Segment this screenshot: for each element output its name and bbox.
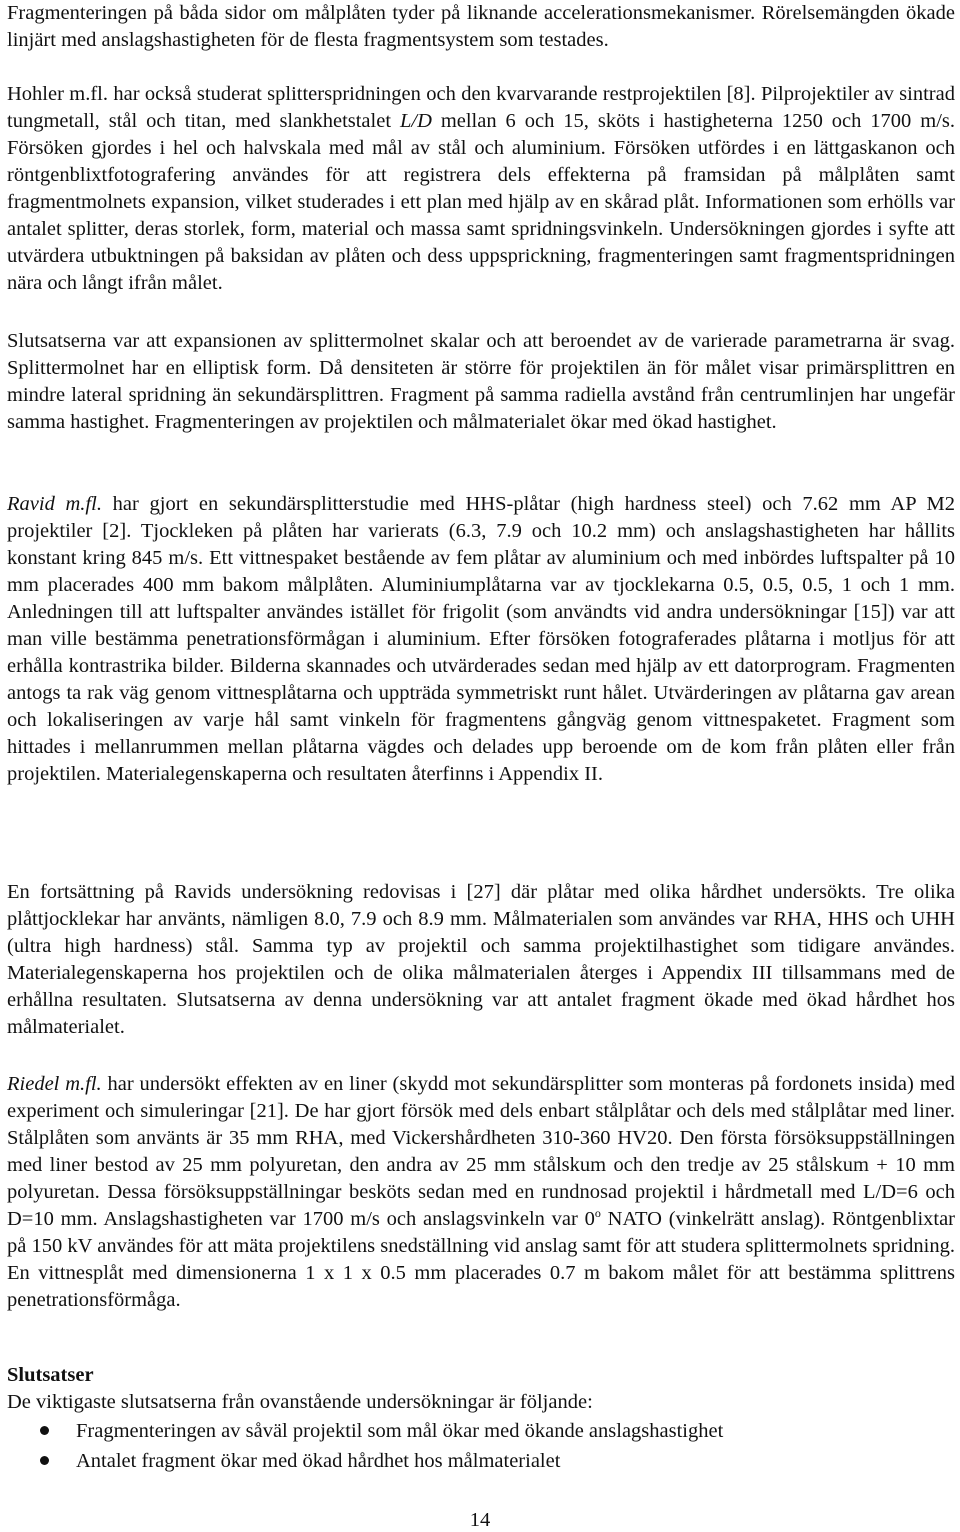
section-heading: Slutsatser (7, 1364, 94, 1386)
bullet-icon (40, 1426, 49, 1435)
conclusions-intro: De viktigaste slutsatserna från ovanstående undersökningar är följande: (7, 1391, 593, 1413)
paragraph-text: har gjort en sekundärsplitterstudie med HHS-plåtar (high hardness steel) och 7.62 mm AP M2 projektiler [2]. Tjockleken på plåten har varierats (6.3, 7.9 och 10.2 mm) och anslagshastigheten har hållits konstant kring 845 m/s. Ett vittnespaket bestående av fem plåtar av aluminium och med inbördes luftspalter på 10 mm placerades 400 mm bakom målplåten. Aluminiumplåtarna var av tjocklekarna 0.5, 0.5, 0.5, 1 och 1 mm. Anledningen till att luftspalter användes istället för frigolit (som användts vid andra undersökningar [15]) var att man ville bestämma penetrationsförmågan i aluminium. Efter försöken fotograferades plåtarna i motljus för att erhålla kontrastrika bilder. Bilderna skannades och utvärderades sedan med hjälp av ett datorprogram. Fragmenten antogs ta rak väg genom vittnesplåtarna och uppträda symmetriskt runt hålet. Utvärderingen av plåtarna gav arean och lokaliseringen av varje hål samt vinkeln för fragmentens gångväg genom vittnespaketet. Fragment som hittades i mellanrummen mellan plåtarna vägdes och delades upp beroende om de kom från plåten eller från projektilen. Materialegenskaperna och resultaten återfinns i Appendix II. (7, 493, 956, 785)
paragraph-text: Fragmenteringen på båda sidor om målplåten tyder på liknande accelerationsmekanismer. Rörelsemängden ökade linjärt med anslagshastigheten för de flesta fragmentsystem som testades. (7, 2, 955, 51)
paragraph-ravid-continuation (7, 879, 955, 1041)
author-reference: Ravid m.fl. (7, 493, 102, 515)
paragraph-text: NATO (vinkelrätt anslag). Röntgenblixtar på 150 kV användes för att mäta projektilens snedställning vid anslag samt för att studera splittermolnets spridning. En vittnesplåt med dimensionerna 1 x 1 x 0.5 mm placerades 0.7 m bakom målet för att bestämma splittrens penetrationsförmåga. (7, 1208, 956, 1311)
list-item-text: Fragmenteringen av såväl projektil som mål ökar med ökande anslagshastighet (76, 1420, 724, 1442)
paragraph-hohler (7, 81, 955, 297)
list-item-text: Antalet fragment ökar med ökad hårdhet hos målmaterialet (76, 1450, 561, 1472)
paragraph-text: En fortsättning på Ravids undersökning redovisas i [27] där plåtar med olika hårdhet undersökts. Tre olika plåttjocklekar har använts, nämligen 8.0, 7.9 och 8.9 mm. Målmaterialen som användes var RHA, HHS och UHH (ultra high hardness) stål. Samma typ av projektil och samma projektilhastighet som tidigare användes. Materialegenskaperna hos projektilen och de olika målmaterialen återges i Appendix III tillsammans med de erhållna resultaten. Slutsatserna av denna undersökning var att antalet fragment ökade med ökad hårdhet hos målmaterialet. (7, 881, 955, 1038)
slenderness-symbol: L/D (399, 110, 432, 132)
bullet-icon (40, 1456, 49, 1465)
paragraph-text: har undersökt effekten av en liner (skydd mot sekundärsplitter som monteras på fordonets insida) med experiment och simuleringar [21]. De har gjort försök med dels enbart stålplåtar och dels med stålplåtar med liner. Stålplåten som använts är 35 mm RHA, med Vickershårdheten 310-360 HV20. Den första försöksuppställningen med liner bestod av 25 mm polyuretan, den andra av 25 mm stålskum och den tredje av 25 stålskum + 10 mm polyuretan. Dessa försöksuppställningar besköts sedan med en rundnosad projektil i hårdmetall med L/D=6 och D=10 mm. Anslagshastigheten var 1700 m/s och anslagsvinkeln var 0 (7, 1073, 955, 1230)
paragraph-text: Slutsatserna var att expansionen av splittermolnet skalar och att beroendet av de varierade parametrarna är svag. Splittermolnet har en elliptisk form. Då densiteten är större för projektilen än för målet visar primärsplittren en mindre lateral spridning än sekundärsplittren. Fragment på samma radiella avstånd från centrumlinjen har ungefär samma hastighet. Fragmenteringen av projektilen och målmaterialet ökar med ökad hastighet. (7, 330, 955, 433)
paragraph-ravid (7, 491, 955, 788)
paragraph-riedel (7, 1071, 955, 1314)
paragraph-hohler-conclusions (7, 328, 955, 436)
paragraph-text: har också studerat splitterspridningen och den kvarvarande restprojektilen [8]. Pilprojektiler av sintrad tungmetall, stål och titan, med slankhetstalet (7, 83, 955, 132)
author-reference: Hohler m.fl. (7, 83, 108, 105)
list-item (7, 1446, 947, 1476)
paragraph-text: mellan 6 och 15, sköts i hastigheterna 1250 och 1700 m/s. Försöken gjordes i hel och halvskala med mål av stål och aluminium. Försöken utfördes i en lättgaskanon och röntgenblixtfotografering användes för att registrera dels effekterna på framsidan på målplåten samt fragmentmolnets expansion, vilket studerades i ett plan med hjälp av en skårad plåt. Informationen som erhölls var antalet splitter, deras storlek, form, material och massa samt spridningsvinkeln. Undersökningen gjordes i syfte att utvärdera utbuktningen på baksidan av plåten och dess uppsprickning, fragmenteringen samt fragmentspridningen nära och långt ifrån målet. (7, 110, 955, 294)
paragraph-fragmentation-summary (7, 0, 955, 54)
degree-superscript: o (594, 1206, 601, 1221)
author-reference: Riedel m.fl. (7, 1073, 102, 1095)
page-number: 14 (469, 1509, 491, 1531)
list-item (7, 1416, 947, 1446)
conclusions-list (7, 1416, 947, 1476)
